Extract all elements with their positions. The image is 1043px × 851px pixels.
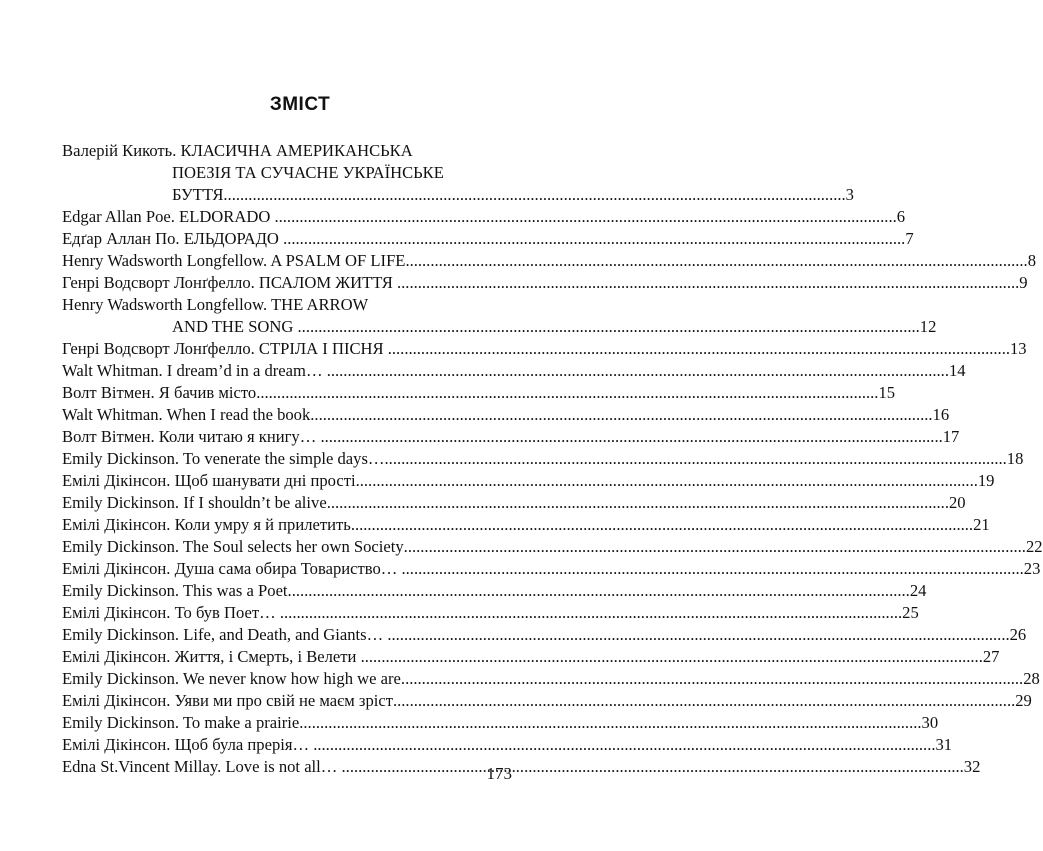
toc-entry (62, 338, 1027, 360)
toc-entry-line (62, 448, 1024, 470)
toc-entry-page: 21 (973, 515, 990, 534)
toc-entry (62, 514, 990, 536)
toc-entry-line (62, 316, 937, 338)
toc-entry-title: Генрі Водсворт Лонґфелло. ПСАЛОМ ЖИТТЯ (62, 273, 397, 292)
toc-entry-title: Волт Вітмен. Я бачив місто (62, 383, 257, 402)
toc-entry-page: 20 (948, 493, 966, 512)
toc-entry-line (62, 492, 966, 514)
toc-entry (62, 668, 1040, 690)
dot-leader (356, 470, 978, 492)
toc-entry (62, 382, 896, 404)
toc-entry-line (62, 184, 854, 206)
toc-entry (62, 448, 1024, 470)
toc-entry-page: 27 (982, 647, 1000, 666)
toc-entry (62, 690, 1032, 712)
toc-entry (62, 558, 1041, 580)
toc-entry-title: Емілі Дікінсон. Щоб була прерія… (62, 735, 314, 754)
toc-entry-line (62, 536, 1043, 558)
dot-leader (280, 602, 902, 624)
toc-entry-title: Edgar Allan Poe. ELDORADO (62, 207, 275, 226)
toc-entry-line (62, 228, 914, 250)
toc-entry-title: Henry Wadsworth Longfellow. THE ARROW (62, 295, 369, 314)
dot-leader (401, 668, 1023, 690)
dot-leader (310, 404, 932, 426)
dot-leader (256, 382, 878, 404)
toc-entry-page: 3 (845, 185, 854, 204)
toc-entry-page: 6 (896, 207, 906, 226)
page-title: ЗМІСТ (269, 94, 331, 115)
dot-leader (283, 228, 905, 250)
toc-entry-title: Emily Dickinson. This was a Poet (62, 581, 288, 600)
dot-leader (388, 338, 1010, 360)
toc-entry-line (62, 470, 995, 492)
toc-entry-page: 26 (1009, 625, 1027, 644)
toc-entry-line (62, 360, 966, 382)
toc-entry (62, 646, 1000, 668)
table-of-contents (62, 140, 1043, 778)
dot-leader (393, 690, 1015, 712)
toc-entry-line (62, 206, 906, 228)
toc-entry-line (62, 140, 512, 162)
toc-entry-title: Емілі Дікінсон. Коли умру я й прилетить (62, 515, 351, 534)
toc-entry (62, 580, 927, 602)
toc-entry (62, 294, 937, 338)
toc-entry-line (62, 690, 1032, 712)
toc-entry-line (62, 426, 960, 448)
toc-entry-line (62, 580, 927, 602)
toc-entry-page: 13 (1010, 339, 1027, 358)
toc-entry (62, 470, 995, 492)
toc-entry-title: Едґар Аллан По. ЕЛЬДОРАДО (62, 229, 284, 248)
toc-entry-title: ПОЕЗІЯ ТА СУЧАСНЕ УКРАЇНСЬКЕ (172, 163, 444, 182)
toc-entry-page: 29 (1015, 691, 1032, 710)
toc-entry-page: 28 (1023, 669, 1040, 688)
dot-leader (223, 184, 845, 206)
toc-entry-title: Емілі Дікінсон. Душа сама обира Товариство… (62, 559, 402, 578)
dot-leader (351, 514, 973, 536)
toc-entry (62, 426, 960, 448)
toc-entry-page: 15 (878, 383, 896, 402)
toc-entry-title: Emily Dickinson. If I shouldn’t be alive (62, 493, 327, 512)
dot-leader (299, 712, 921, 734)
dot-leader (313, 734, 935, 756)
toc-entry (62, 602, 919, 624)
toc-entry-page: 8 (1027, 251, 1036, 270)
dot-leader (320, 426, 942, 448)
toc-entry-page: 14 (948, 361, 966, 380)
toc-entry-line (62, 602, 919, 624)
dot-leader (361, 646, 983, 668)
toc-entry-title: Emily Dickinson. Life, and Death, and Giants… (62, 625, 388, 644)
dot-leader (298, 316, 920, 338)
toc-entry-page: 17 (942, 427, 960, 446)
dot-leader (385, 448, 1007, 470)
toc-entry (62, 536, 1043, 558)
dot-leader (387, 624, 1009, 646)
toc-entry-title: AND THE SONG (172, 317, 298, 336)
toc-entry (62, 360, 966, 382)
dot-leader (274, 206, 896, 228)
toc-entry-line (62, 162, 512, 184)
toc-entry-line (62, 734, 953, 756)
toc-entry-title: Генрі Водсворт Лонґфелло. СТРІЛА І ПІСНЯ (62, 339, 388, 358)
toc-entry-line (62, 624, 1027, 646)
dot-leader (397, 272, 1019, 294)
toc-entry-page: 25 (902, 603, 919, 622)
dot-leader (402, 558, 1024, 580)
toc-entry-page: 18 (1006, 449, 1024, 468)
toc-entry-page: 24 (909, 581, 927, 600)
toc-entry-line (62, 250, 1036, 272)
toc-entry (62, 404, 950, 426)
toc-entry-title: Емілі Дікінсон. То був Поет… (62, 603, 280, 622)
toc-entry-title: Емілі Дікінсон. Життя, і Смерть, і Велети (62, 647, 361, 666)
toc-entry-title: Walt Whitman. I dream’d in a dream… (62, 361, 327, 380)
toc-entry-title: Валерій Кикоть. КЛАСИЧНА АМЕРИКАНСЬКА (62, 141, 413, 160)
toc-entry-line (62, 338, 1027, 360)
dot-leader (405, 250, 1027, 272)
toc-entry (62, 140, 854, 206)
toc-entry-line (62, 558, 1041, 580)
toc-entry-page: 12 (919, 317, 937, 336)
toc-entry-title: Walt Whitman. When I read the book (62, 405, 311, 424)
toc-entry-page: 19 (977, 471, 995, 490)
toc-entry-page: 16 (932, 405, 950, 424)
toc-entry (62, 492, 966, 514)
toc-entry-title: Емілі Дікінсон. Щоб шанувати дні прості (62, 471, 356, 490)
toc-entry-title: Edna St.Vincent Millay. Love is not all… (62, 757, 342, 776)
dot-leader (404, 536, 1026, 558)
toc-entry-title: БУТТЯ (172, 185, 224, 204)
toc-entry-line (62, 646, 1000, 668)
toc-entry-title: Емілі Дікінсон. Уяви ми про свій не маєм зріст (62, 691, 393, 710)
toc-entry-title: Emily Dickinson. To venerate the simple days… (62, 449, 385, 468)
toc-entry (62, 734, 953, 756)
toc-entry-page: 7 (905, 229, 914, 248)
toc-entry-title: Emily Dickinson. The Soul selects her own Society (62, 537, 404, 556)
toc-entry-line (62, 382, 896, 404)
dot-leader (288, 580, 910, 602)
toc-entry-title: Волт Вітмен. Коли читаю я книгу… (62, 427, 321, 446)
toc-entry-page: 22 (1025, 537, 1043, 556)
toc-entry-line (62, 514, 990, 536)
toc-entry (62, 206, 906, 228)
toc-entry-title: Henry Wadsworth Longfellow. A PSALM OF LIFE (62, 251, 406, 270)
toc-entry (62, 272, 1028, 294)
page-number: 173 (486, 764, 512, 783)
toc-entry (62, 712, 939, 734)
toc-entry (62, 624, 1027, 646)
toc-entry-line (62, 668, 1040, 690)
toc-entry-page: 23 (1023, 559, 1041, 578)
toc-entry-title: Emily Dickinson. We never know how high we are (62, 669, 401, 688)
dot-leader (327, 360, 949, 382)
toc-entry-page: 9 (1019, 273, 1028, 292)
toc-entry (62, 250, 1036, 272)
toc-entry-page: 31 (935, 735, 953, 754)
toc-entry-page: 32 (963, 757, 981, 776)
toc-entry-page: 30 (921, 713, 939, 732)
toc-entry-line (62, 712, 939, 734)
toc-entry-line (62, 272, 1028, 294)
toc-entry-line (62, 404, 950, 426)
toc-entry-title: Emily Dickinson. To make a prairie (62, 713, 300, 732)
toc-entry-line (62, 294, 512, 316)
toc-entry (62, 228, 914, 250)
dot-leader (327, 492, 949, 514)
